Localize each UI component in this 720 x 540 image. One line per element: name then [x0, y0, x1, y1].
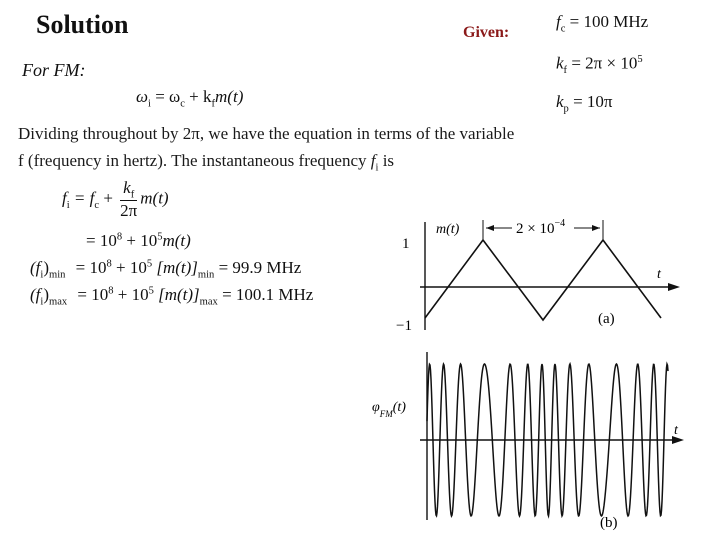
fig-a-period-arrow-left — [486, 225, 494, 231]
para-line-1: Dividing throughout by 2π, we have the equation in terms of the variable — [18, 124, 515, 143]
for-fm-heading: For FM: — [22, 60, 86, 80]
para-line-2: f (frequency in hertz). The instantaneous frequency $f_i$ is — [18, 151, 395, 174]
fig-b-t-label: t — [674, 423, 678, 438]
fi-substituted-equation: = $10^8 + 10^5m(t)$ — [86, 231, 191, 250]
fig-b-y-label: $\varphi_{FM}(t)$ — [372, 400, 406, 419]
given-fc: $f_c = 100$ MHz — [556, 12, 649, 35]
omega-equation: $\omega_i = \omega_c + k_fm(t)$ — [136, 87, 244, 110]
fi-max-equation: $(f_i)_{max} = 10^8 + 10^5$ $[m(t)]_{max} = 100.1$ MHz — [30, 285, 314, 308]
kf-over-2pi-fraction: $\frac{k_f}{2\pi}$ — [120, 178, 138, 221]
fig-a-tick-bottom: −1 — [396, 318, 412, 334]
figure-a — [396, 218, 680, 334]
given-kf: $k_f = 2\pi \times 10^5$ — [556, 54, 643, 77]
fig-a-caption: (a) — [598, 311, 615, 327]
given-kp: $k_p = 10\pi$ — [556, 92, 613, 115]
fig-a-t-arrow — [668, 283, 680, 291]
fig-a-y-label: m(t) — [436, 222, 460, 237]
slide-title: Solution — [36, 10, 129, 39]
given-label: Given: — [463, 24, 510, 41]
fig-a-t-label: t — [657, 267, 661, 282]
fig-a-tick-top: 1 — [402, 236, 410, 252]
fig-a-period-arrow-right — [592, 225, 600, 231]
fig-a-triangle-wave — [425, 240, 661, 320]
fig-a-period-label: $2 \times 10^{-4}$ — [516, 218, 566, 237]
figure-b — [366, 352, 684, 531]
fig-b-caption: (b) — [600, 515, 618, 531]
fi-equation: $f_i = f_c$ + $\frac{k_f}{2\pi}$ m(t) — [62, 178, 169, 221]
fi-min-equation: $(f_i)_{min} = 10^8 + 10^5$ $[m(t)]_{min} = 99.9$ MHz — [30, 258, 302, 281]
